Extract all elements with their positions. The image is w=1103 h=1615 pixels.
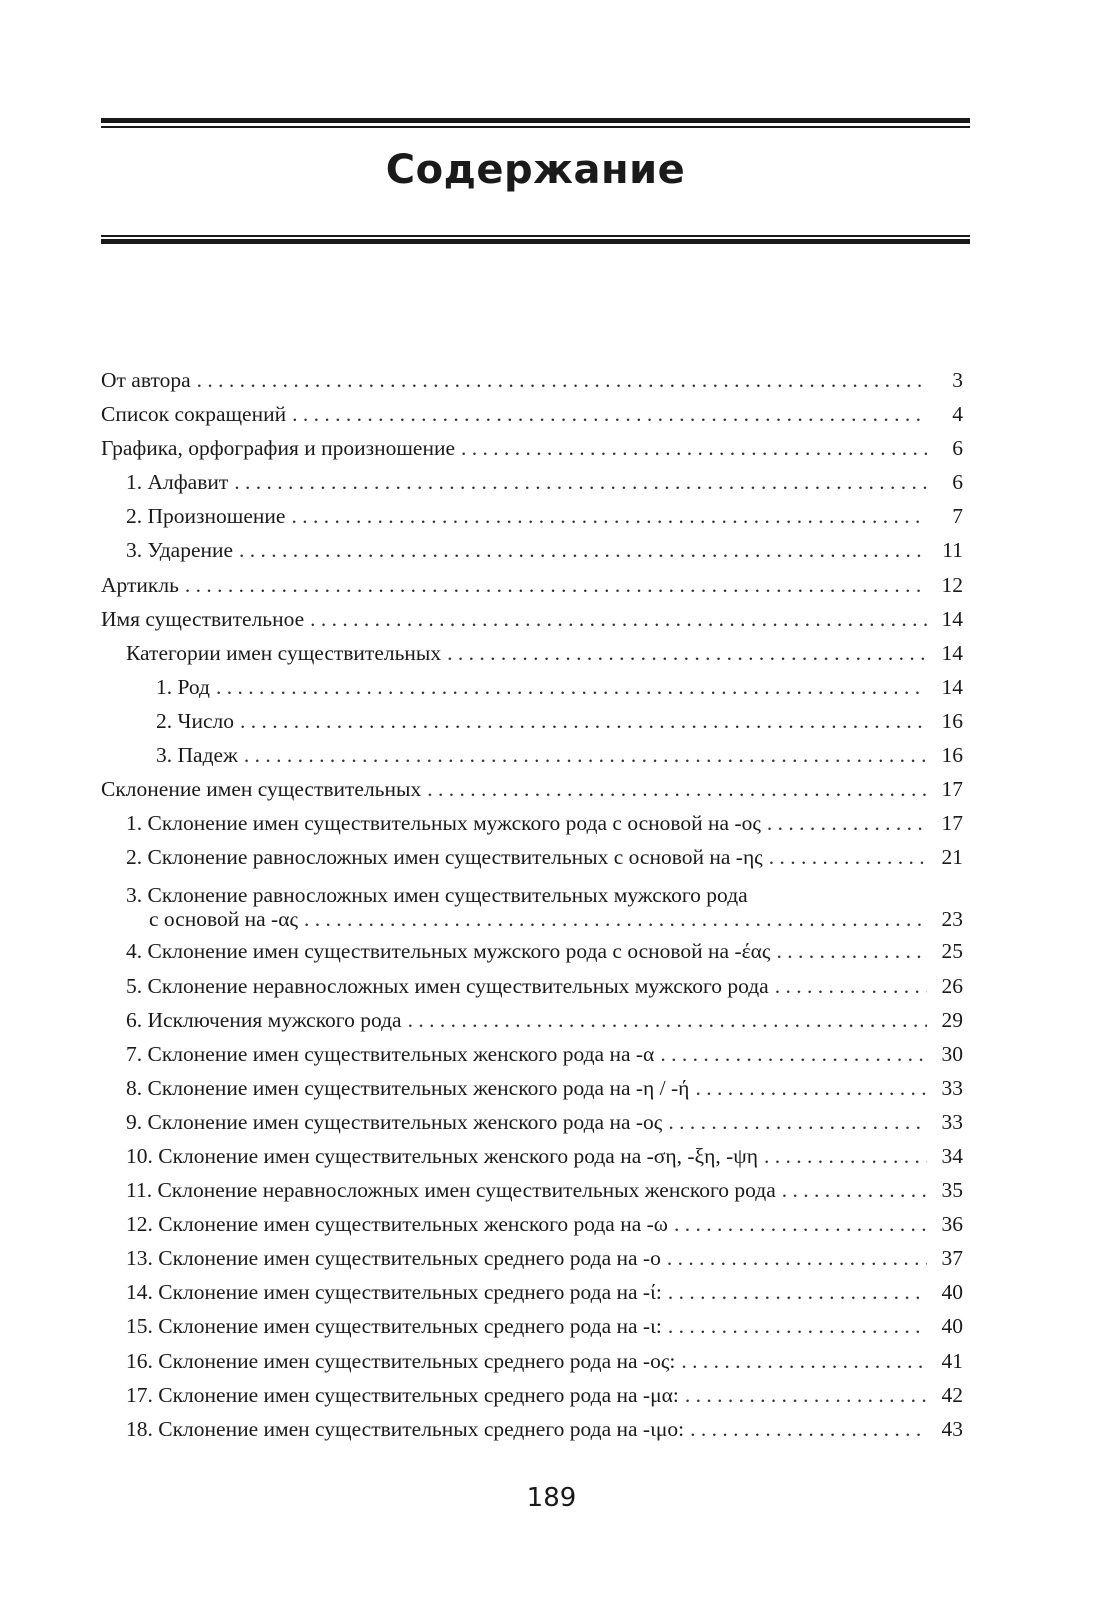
toc-entry[interactable] [101, 674, 963, 711]
toc-entry-label: 15. Склонение имен существительных среднего рода на -ι: [126, 1314, 662, 1339]
toc-entry[interactable] [101, 506, 963, 540]
toc-entry-page: 17 [941, 811, 963, 836]
dot-leader [461, 438, 927, 460]
dot-leader [767, 813, 927, 835]
toc-entry-page: 6 [952, 436, 963, 461]
toc-entry[interactable] [101, 881, 963, 941]
toc-entry-label: 3. Склонение равносложных имен существительных мужского рода [126, 883, 748, 908]
dot-leader [667, 1248, 927, 1270]
toc-entry-page: 33 [941, 1109, 963, 1134]
toc-entry-page: 17 [941, 777, 963, 802]
toc-entry[interactable] [101, 540, 963, 574]
dot-leader [660, 1044, 927, 1066]
toc-entry[interactable] [101, 1282, 963, 1316]
toc-entry-page: 4 [952, 402, 963, 427]
toc-entry-page: 16 [941, 708, 963, 733]
dot-leader [764, 1146, 927, 1168]
toc-entry-label: 11. Склонение неравносложных имен существительных женского рода [126, 1178, 776, 1203]
page-title: Содержание [385, 147, 686, 193]
dot-leader [776, 941, 927, 963]
dot-leader [197, 370, 927, 392]
dot-leader [782, 1180, 927, 1202]
toc-entry[interactable] [101, 1248, 963, 1282]
toc-entry-page: 40 [941, 1280, 963, 1305]
toc-entry[interactable] [101, 606, 963, 643]
toc-entry[interactable] [101, 973, 963, 1010]
toc-entry-page: 14 [941, 640, 963, 665]
dot-leader [674, 1214, 927, 1236]
dot-leader [668, 1282, 927, 1304]
dot-leader [234, 472, 927, 494]
dot-leader [775, 976, 927, 998]
toc-entry-label: Категории имен существительных [126, 640, 442, 665]
toc-entry-page: 43 [941, 1416, 963, 1441]
toc-entry-page: 37 [941, 1246, 963, 1271]
toc-entry-label: 14. Склонение имен существительных среднего рода на -ί: [126, 1280, 662, 1305]
dot-leader [447, 643, 927, 665]
toc-entry-label: 4. Склонение имен существительных мужского рода с основой на -έας [126, 939, 771, 964]
dot-leader [185, 575, 927, 597]
toc-entry-label: 16. Склонение имен существительных среднего рода на -ος: [126, 1348, 676, 1373]
toc-entry[interactable] [101, 1416, 963, 1453]
toc-entry-page: 26 [941, 973, 963, 998]
dot-leader [216, 677, 927, 699]
dot-leader [240, 711, 927, 733]
dot-leader [668, 1316, 927, 1338]
toc-entry[interactable] [101, 1075, 963, 1112]
toc-entry-label: От автора [101, 368, 191, 392]
toc-entry-label: 9. Склонение имен существительных женского рода на -ος [126, 1109, 663, 1134]
toc-entry[interactable] [101, 438, 963, 472]
toc-entry[interactable] [101, 1109, 963, 1146]
dot-leader [695, 1078, 927, 1100]
toc-entry-page: 12 [941, 572, 963, 597]
toc-entry-page: 29 [941, 1007, 963, 1032]
toc-entry[interactable] [101, 779, 963, 813]
toc-entry[interactable] [101, 708, 963, 745]
toc-entry[interactable] [101, 1041, 963, 1078]
toc-entry-label: 1. Род [156, 674, 210, 699]
toc-entry-label: Графика, орфография и произношение [101, 436, 456, 461]
toc-entry-label: 18. Склонение имен существительных среднего рода на -ιμο: [126, 1416, 685, 1441]
toc-entry[interactable] [101, 1007, 963, 1044]
toc-entry-page: 16 [941, 743, 963, 768]
dot-leader [685, 1385, 927, 1407]
table-of-contents [101, 370, 963, 1453]
toc-entry-label: 6. Исключения мужского рода [126, 1007, 402, 1032]
toc-entry[interactable] [101, 941, 963, 975]
dot-leader [239, 540, 927, 562]
toc-entry-page: 34 [941, 1143, 963, 1168]
toc-entry-page: 25 [941, 939, 963, 964]
toc-entry-label: 13. Склонение имен существительных среднего рода на -ο [126, 1246, 661, 1271]
toc-entry-label: 1. Склонение имен существительных мужского рода с основой на -ος [126, 811, 761, 836]
top-rule-thin [101, 126, 970, 128]
dot-leader [310, 609, 927, 631]
toc-entry-page: 42 [941, 1382, 963, 1407]
dot-leader [769, 847, 927, 869]
toc-entry-label: 2. Число [156, 708, 235, 733]
dot-leader [427, 779, 927, 801]
bottom-rule-thin [101, 235, 970, 237]
toc-entry-label: 3. Ударение [126, 538, 234, 563]
toc-entry[interactable] [101, 1180, 963, 1214]
toc-entry[interactable] [101, 1316, 963, 1350]
toc-entry-label: 10. Склонение имен существительных женского рода на -ση, -ξη, -ψη [126, 1143, 758, 1168]
toc-entry-page: 36 [941, 1212, 963, 1237]
toc-entry-label: 5. Склонение неравносложных имен существительных мужского рода [126, 973, 769, 998]
toc-entry[interactable] [101, 572, 963, 609]
toc-entry-page: 30 [941, 1041, 963, 1066]
toc-entry-page: 14 [941, 674, 963, 699]
toc-entry-label: 1. Алфавит [126, 470, 229, 495]
toc-entry-label-continued: с основой на -ας [149, 907, 298, 932]
toc-entry-label: 8. Склонение имен существительных женского рода на -η / -ή [126, 1075, 690, 1100]
toc-entry-label: Список сокращений [101, 402, 287, 427]
toc-entry-label: 3. Падеж [156, 743, 238, 768]
toc-entry-page: 35 [941, 1178, 963, 1203]
toc-entry-page: 7 [952, 504, 963, 529]
toc-entry-page: 23 [941, 907, 963, 932]
dot-leader [291, 506, 927, 528]
toc-entry[interactable] [101, 1382, 963, 1419]
top-rule-thick [101, 118, 970, 123]
toc-entry-label: 12. Склонение имен существительных женского рода на -ω [126, 1212, 668, 1237]
toc-entry-page: 40 [941, 1314, 963, 1339]
toc-entry-page: 14 [941, 606, 963, 631]
toc-entry-label: Артикль [101, 572, 179, 597]
toc-entry[interactable] [101, 1214, 963, 1248]
toc-entry-label: 7. Склонение имен существительных женского рода на -α [126, 1041, 655, 1066]
toc-entry-page: 6 [952, 470, 963, 495]
toc-entry-page: 21 [941, 845, 963, 870]
toc-entry[interactable] [101, 640, 963, 677]
dot-leader [668, 1112, 927, 1134]
toc-entry-label: 17. Склонение имен существительных среднего рода на -μα: [126, 1382, 679, 1407]
toc-entry[interactable] [101, 370, 963, 404]
toc-entry-label: 2. Склонение равносложных имен существительных с основой на -ης [126, 845, 763, 870]
toc-entry-page: 41 [941, 1348, 963, 1373]
toc-entry[interactable] [101, 813, 963, 847]
toc-entry-page: 3 [952, 368, 963, 392]
toc-entry-label: 2. Произношение [126, 504, 286, 529]
toc-entry-label: Склонение имен существительных [101, 777, 422, 802]
toc-entry-page: 33 [941, 1075, 963, 1100]
page-number: 189 [526, 1483, 577, 1513]
toc-entry-page: 11 [942, 538, 963, 563]
toc-entry-label: Имя существительное [101, 606, 305, 631]
dot-leader [244, 745, 927, 767]
toc-entry[interactable] [101, 745, 963, 779]
toc-entry[interactable] [101, 472, 963, 506]
toc-entry[interactable] [101, 847, 963, 881]
bottom-rule-thick [101, 239, 970, 244]
dot-leader [681, 1351, 927, 1373]
toc-entry[interactable] [101, 1143, 963, 1180]
dot-leader [690, 1419, 927, 1441]
toc-entry[interactable] [101, 404, 963, 438]
dot-leader [292, 404, 927, 426]
toc-entry[interactable] [101, 1348, 963, 1385]
dot-leader [408, 1010, 927, 1032]
dot-leader [304, 909, 927, 931]
